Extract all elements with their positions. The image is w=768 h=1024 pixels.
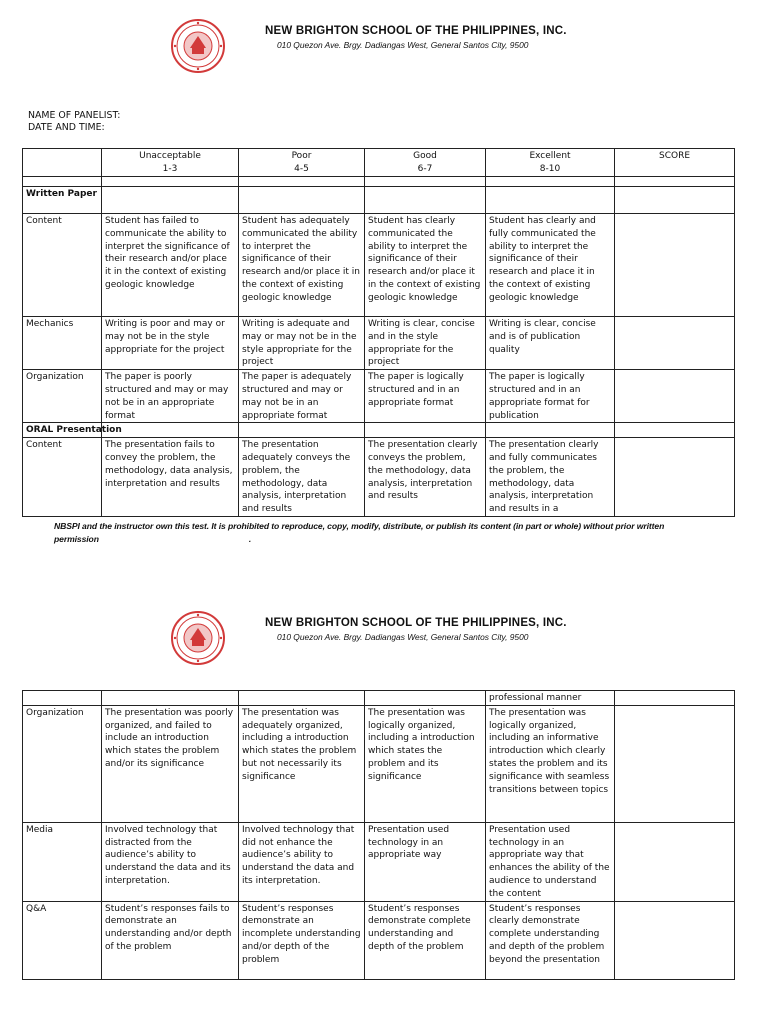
- rubric-cell: Student’s responses demonstrate complete understanding and depth of the problem: [365, 901, 486, 979]
- table-row: [23, 705, 735, 822]
- school-name: NEW BRIGHTON SCHOOL OF THE PHILIPPINES, INC.: [265, 617, 567, 629]
- rubric-cell: The paper is adequately structured and may or may not be in an appropriate format: [239, 370, 365, 423]
- rubric-cell: Writing is clear, concise and is of publication quality: [486, 317, 615, 370]
- section-written-paper: [23, 187, 735, 214]
- table-row: [23, 370, 735, 423]
- rubric-cell: Involved technology that distracted from the audience’s ability to understand the data and its interpretation.: [102, 822, 239, 901]
- score-cell[interactable]: [615, 317, 735, 370]
- rubric-cell: The presentation clearly and fully communicates the problem, the methodology, data analysis, interpretation and results in a: [486, 438, 615, 517]
- page1-header: [0, 18, 768, 78]
- rubric-cell: The presentation clearly conveys the problem, the methodology, data analysis, interpretation and results: [365, 438, 486, 517]
- rubric-cell: Student has clearly and fully communicated the ability to interpret the significance of their research and place it in the context of existing geologic knowledge: [486, 214, 615, 317]
- copyright-notice: NBSPI and the instructor own this test. It is prohibited to reproduce, copy, modify, distribute, or publish its content (in part or whole) without prior written permission .: [54, 521, 665, 544]
- page2-header: [0, 610, 768, 670]
- criterion-label: Organization: [23, 370, 102, 423]
- rubric-cell: The presentation was logically organized, including a introduction which states the problem and its significance: [365, 705, 486, 822]
- rubric-cell: Student’s responses fails to demonstrate an understanding and/or depth of the problem: [102, 901, 239, 979]
- school-name: NEW BRIGHTON SCHOOL OF THE PHILIPPINES, INC.: [265, 25, 567, 37]
- score-cell[interactable]: [615, 370, 735, 423]
- score-cell[interactable]: [615, 822, 735, 901]
- rubric-table-page2: [22, 690, 735, 980]
- rubric-cell: Student’s responses demonstrate an incomplete understanding and/or depth of the problem: [239, 901, 365, 979]
- rubric-cell: The presentation fails to convey the problem, the methodology, data analysis, interpretation and results: [102, 438, 239, 517]
- criterion-label: Content: [23, 438, 102, 517]
- rubric-cell: professional manner: [486, 691, 615, 706]
- criterion-label: Organization: [23, 705, 102, 822]
- criterion-label: Mechanics: [23, 317, 102, 370]
- rubric-cell: Writing is adequate and may or may not be in the style appropriate for the project: [239, 317, 365, 370]
- school-seal-icon: [170, 610, 226, 666]
- table-row: [23, 317, 735, 370]
- table-row: [23, 822, 735, 901]
- criterion-label: Content: [23, 214, 102, 317]
- score-cell[interactable]: [615, 705, 735, 822]
- rubric-cell: Writing is clear, concise and in the style appropriate for the project: [365, 317, 486, 370]
- rubric-cell: The paper is logically structured and in an appropriate format for publication: [486, 370, 615, 423]
- header-poor: Poor 4-5: [239, 149, 365, 177]
- rubric-cell: The presentation was logically organized, including an informative introduction which clearly states the problem and its significance with seamless transitions between topics: [486, 705, 615, 822]
- school-address: 010 Quezon Ave. Brgy. Dadiangas West, General Santos City, 9500: [277, 632, 529, 642]
- rubric-cell: The presentation was adequately organized, including a introduction which states the problem but not necessarily its significance: [239, 705, 365, 822]
- rubric-cell: Involved technology that did not enhance the audience’s ability to understand the data and its interpretation.: [239, 822, 365, 901]
- header-score: SCORE: [615, 149, 735, 177]
- header-excellent: Excellent 8-10: [486, 149, 615, 177]
- section-label: ORAL Presentation: [23, 423, 102, 438]
- rubric-cell: Presentation used technology in an appropriate way that enhances the ability of the audience to understand the content: [486, 822, 615, 901]
- rubric-cell: The paper is logically structured and in an appropriate format: [365, 370, 486, 423]
- rubric-cell: The presentation adequately conveys the problem, the methodology, data analysis, interpretation and results: [239, 438, 365, 517]
- spacer-row: [23, 177, 735, 187]
- score-cell[interactable]: [615, 901, 735, 979]
- section-label: Written Paper: [23, 187, 102, 214]
- panelist-name-label: NAME OF PANELIST:: [28, 110, 121, 121]
- rubric-cell: The paper is poorly structured and may or may not be in an appropriate format: [102, 370, 239, 423]
- rubric-cell: Presentation used technology in an appropriate way: [365, 822, 486, 901]
- header-good: Good 6-7: [365, 149, 486, 177]
- rubric-cell: Student has failed to communicate the ability to interpret the significance of their research and/or place it in the context of existing geologic knowledge: [102, 214, 239, 317]
- table-row: [23, 438, 735, 517]
- score-cell[interactable]: [615, 214, 735, 317]
- school-seal-icon: [170, 18, 226, 74]
- table-row: [23, 214, 735, 317]
- rubric-table-page1: [22, 148, 735, 517]
- rubric-cell: Student has clearly communicated the ability to interpret the significance of their research and/or place it in the context of existing geologic knowledge: [365, 214, 486, 317]
- header-criteria-cell: [23, 149, 102, 177]
- criterion-label: Media: [23, 822, 102, 901]
- section-oral-presentation: [23, 423, 735, 438]
- rubric-cell: Student has adequately communicated the ability to interpret the significance of their research and/or place it in the context of existing geologic knowledge: [239, 214, 365, 317]
- rubric-header-row: [23, 149, 735, 177]
- rubric-cell: Writing is poor and may or may not be in the style appropriate for the project: [102, 317, 239, 370]
- criterion-label: Q&A: [23, 901, 102, 979]
- rubric-cell: Student’s responses clearly demonstrate complete understanding and depth of the problem beyond the presentation: [486, 901, 615, 979]
- footer-dot: .: [248, 534, 252, 544]
- header-unacceptable: Unacceptable 1-3: [102, 149, 239, 177]
- table-row: [23, 901, 735, 979]
- score-cell[interactable]: [615, 438, 735, 517]
- rubric-cell: The presentation was poorly organized, and failed to include an introduction which states the problem and/or its significance: [102, 705, 239, 822]
- school-address: 010 Quezon Ave. Brgy. Dadiangas West, General Santos City, 9500: [277, 40, 529, 50]
- date-time-label: DATE AND TIME:: [28, 122, 105, 133]
- continuation-row: [23, 691, 735, 706]
